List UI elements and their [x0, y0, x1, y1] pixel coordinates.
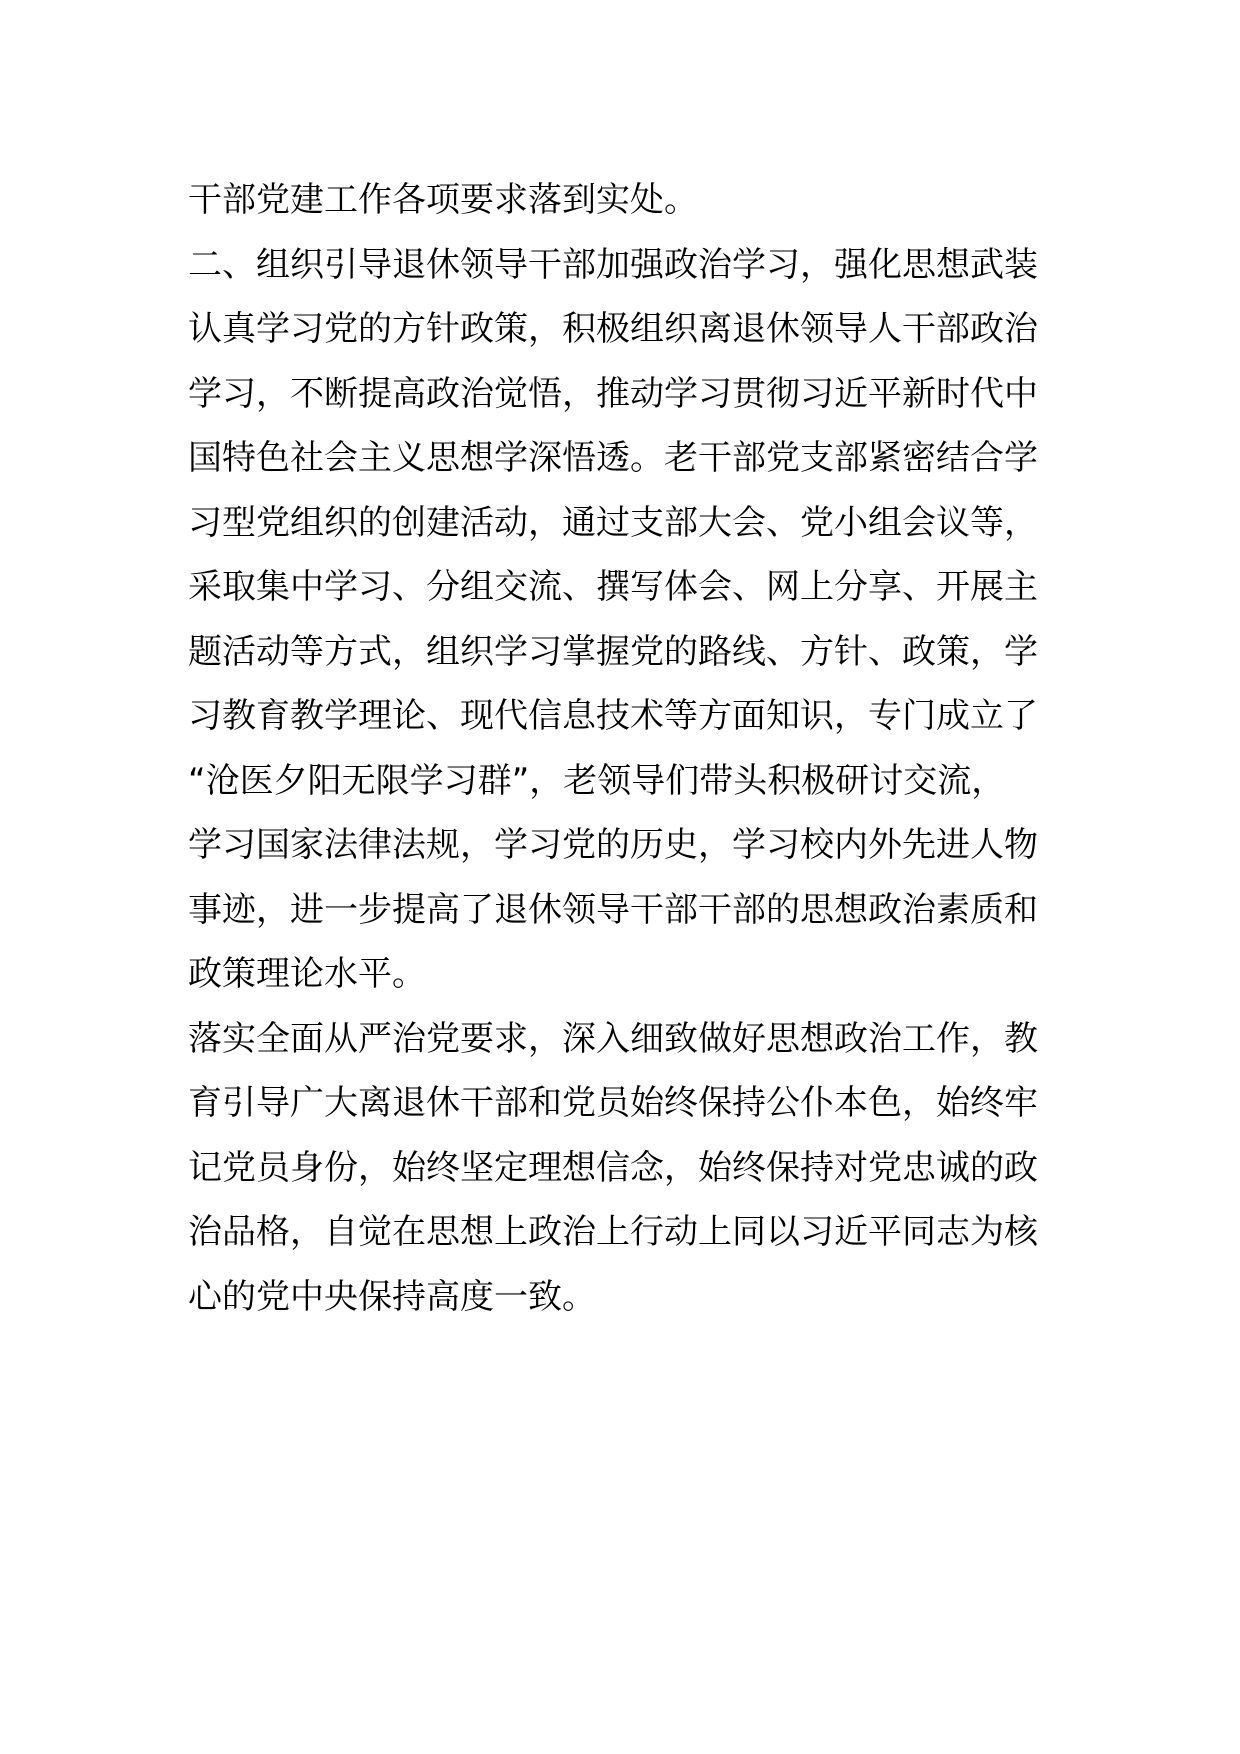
text-line: 落实全面从严治党要求，深入细致做好思想政治工作，教 [188, 1018, 1038, 1059]
text-line: 题活动等方式，组织学习掌握党的路线、方针、政策，学 [188, 631, 1038, 672]
text-line: 国特色社会主义思想学深悟透。老干部党支部紧密结合学 [188, 438, 1038, 478]
text-line: 心的党中央保持高度一致。 [188, 1276, 596, 1317]
text-line: 治品格，自觉在思想上政治上行动上同以习近平同志为核 [188, 1212, 1038, 1252]
document-body [188, 168, 1068, 1329]
text-line: 认真学习党的方针政策，积极组织离退休领导人干部政治 [188, 309, 1038, 349]
text-line: 事迹，进一步提高了退休领导干部干部的思想政治素质和 [188, 889, 1038, 930]
text-line: 育引导广大离退休干部和党员始终保持公仆本色，始终牢 [188, 1083, 1038, 1123]
text-line: 学习，不断提高政治觉悟，推动学习贯彻习近平新时代中 [188, 373, 1038, 414]
text-line: 干部党建工作各项要求落到实处。 [188, 180, 698, 220]
text-line: 学习国家法律法规，学习党的历史，学习校内外先进人物 [188, 825, 1038, 865]
text-line: 采取集中学习、分组交流、撰写体会、网上分享、开展主 [188, 567, 1038, 607]
section-heading: 二、组织引导退休领导干部加强政治学习，强化思想武装 [188, 244, 1038, 285]
text-line: 习教育教学理论、现代信息技术等方面知识，专门成立了 [188, 696, 1038, 736]
text-line: 记党员身份，始终坚定理想信念，始终保持对党忠诚的政 [188, 1147, 1038, 1188]
text-line: “沧医夕阳无限学习群”，老领导们带头积极研讨交流， [188, 760, 1006, 801]
text-line: 政策理论水平。 [188, 954, 426, 994]
text-line: 习型党组织的创建活动，通过支部大会、党小组会议等， [188, 502, 1038, 543]
